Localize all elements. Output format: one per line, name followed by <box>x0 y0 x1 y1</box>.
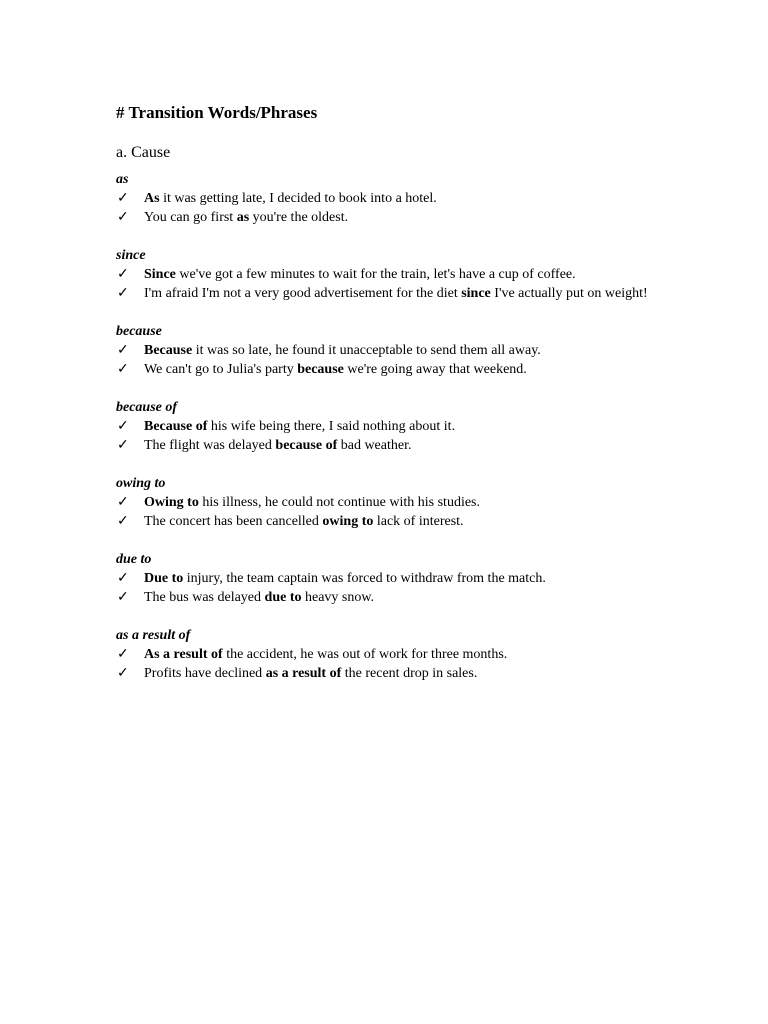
example-list <box>116 189 656 227</box>
example-keyword: As a result of <box>144 647 223 662</box>
checkmark-icon: ✓ <box>117 495 129 510</box>
example-text-before: The bus was delayed <box>144 590 265 605</box>
term-group-due-to <box>116 550 656 607</box>
term-label: as <box>116 172 129 187</box>
example-text-before: We can't go to Julia's party <box>144 362 298 377</box>
checkmark-icon: ✓ <box>117 210 129 225</box>
checkmark-icon: ✓ <box>117 647 129 662</box>
example-text-after: heavy snow. <box>301 590 375 605</box>
example-text-after: it was getting late, I decided to book into a hotel. <box>159 191 437 206</box>
example-text-before: I'm afraid I'm not a very good advertisement for the diet <box>144 286 462 301</box>
example-keyword: Because <box>144 343 193 358</box>
example-text-after: we've got a few minutes to wait for the train, let's have a cup of coffee. <box>175 267 576 282</box>
example-item <box>116 436 656 455</box>
example-keyword: as a result of <box>265 666 342 681</box>
checkmark-icon: ✓ <box>117 438 129 453</box>
term-group-as-a-result-of <box>116 626 656 683</box>
term-group-because <box>116 322 656 379</box>
example-item <box>116 664 656 683</box>
example-item <box>116 569 656 588</box>
term-group-since <box>116 246 656 303</box>
example-text-after: injury, the team captain was forced to withdraw from the match. <box>183 571 546 586</box>
term-label: owing to <box>116 476 166 491</box>
example-keyword: owing to <box>322 514 374 529</box>
checkmark-icon: ✓ <box>117 590 129 605</box>
example-keyword: as <box>236 210 250 225</box>
example-item <box>116 493 656 512</box>
term-label: since <box>116 248 146 263</box>
example-text-after: the recent drop in sales. <box>341 666 478 681</box>
term-label: because of <box>116 400 178 415</box>
example-keyword: because of <box>275 438 338 453</box>
example-text-after: you're the oldest. <box>249 210 349 225</box>
example-text-after: the accident, he was out of work for three months. <box>222 647 508 662</box>
example-item <box>116 588 656 607</box>
checkmark-icon: ✓ <box>117 571 129 586</box>
example-item <box>116 265 656 284</box>
checkmark-icon: ✓ <box>117 286 129 301</box>
example-item <box>116 189 656 208</box>
checkmark-icon: ✓ <box>117 267 129 282</box>
term-label: due to <box>116 552 152 567</box>
example-text-after: I've actually put on weight! <box>490 286 648 301</box>
checkmark-icon: ✓ <box>117 343 129 358</box>
example-text-after: lack of interest. <box>373 514 464 529</box>
example-list <box>116 569 656 607</box>
example-text-before: The flight was delayed <box>144 438 276 453</box>
term-label: as a result of <box>116 628 191 643</box>
example-text-after: it was so late, he found it unacceptable to send them all away. <box>192 343 541 358</box>
term-group-owing-to <box>116 474 656 531</box>
checkmark-icon: ✓ <box>117 419 129 434</box>
example-item <box>116 512 656 531</box>
term-group-as <box>116 170 656 227</box>
example-text-before: Profits have declined <box>144 666 266 681</box>
example-item <box>116 284 656 303</box>
example-keyword: because <box>297 362 344 377</box>
document-page <box>116 103 656 702</box>
checkmark-icon: ✓ <box>117 514 129 529</box>
section-heading: a. Cause <box>116 144 171 161</box>
example-list <box>116 493 656 531</box>
example-keyword: As <box>144 191 160 206</box>
example-item <box>116 417 656 436</box>
checkmark-icon: ✓ <box>117 191 129 206</box>
example-text-before: The concert has been cancelled <box>144 514 323 529</box>
example-keyword: since <box>461 286 491 301</box>
example-text-after: his illness, he could not continue with his studies. <box>198 495 480 510</box>
example-list <box>116 645 656 683</box>
document-title: # Transition Words/Phrases <box>116 103 318 122</box>
term-label: because <box>116 324 162 339</box>
example-list <box>116 265 656 303</box>
example-keyword: Due to <box>144 571 184 586</box>
example-item <box>116 208 656 227</box>
example-list <box>116 341 656 379</box>
example-text-before: You can go first <box>144 210 237 225</box>
example-list <box>116 417 656 455</box>
example-item <box>116 645 656 664</box>
term-group-because-of <box>116 398 656 455</box>
example-text-after: we're going away that weekend. <box>343 362 527 377</box>
example-keyword: due to <box>264 590 302 605</box>
example-item <box>116 360 656 379</box>
example-text-after: his wife being there, I said nothing about it. <box>207 419 456 434</box>
example-keyword: Owing to <box>144 495 199 510</box>
example-item <box>116 341 656 360</box>
checkmark-icon: ✓ <box>117 666 129 681</box>
example-keyword: Because of <box>144 419 208 434</box>
example-keyword: Since <box>144 267 176 282</box>
checkmark-icon: ✓ <box>117 362 129 377</box>
example-text-after: bad weather. <box>337 438 412 453</box>
